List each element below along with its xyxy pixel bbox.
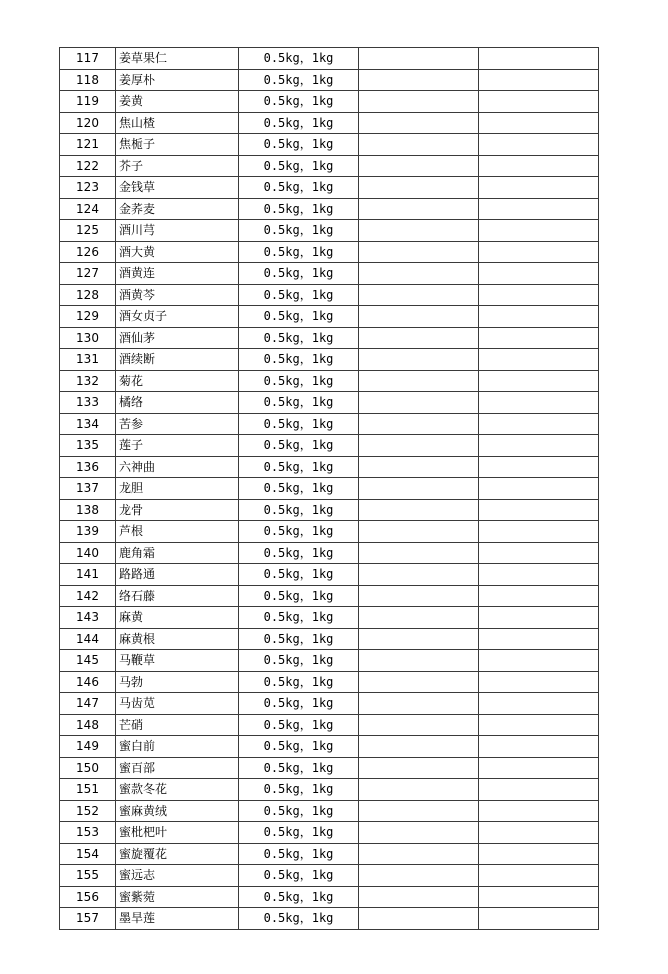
package-spec-cell: 0.5kg，1kg <box>239 607 359 629</box>
herb-name-cell: 姜厚朴 <box>116 69 239 91</box>
empty-cell <box>479 607 599 629</box>
row-number-cell: 117 <box>60 48 116 70</box>
empty-cell <box>359 69 479 91</box>
package-spec-cell: 0.5kg，1kg <box>239 521 359 543</box>
table-row <box>60 757 599 779</box>
herb-spec-table <box>59 47 599 930</box>
empty-cell <box>359 585 479 607</box>
package-spec-cell: 0.5kg，1kg <box>239 370 359 392</box>
herb-name-cell: 路路通 <box>116 564 239 586</box>
herb-name-cell: 酒大黄 <box>116 241 239 263</box>
empty-cell <box>479 822 599 844</box>
empty-cell <box>359 91 479 113</box>
row-number-cell: 128 <box>60 284 116 306</box>
empty-cell <box>479 155 599 177</box>
empty-cell <box>359 134 479 156</box>
empty-cell <box>359 241 479 263</box>
row-number-cell: 143 <box>60 607 116 629</box>
package-spec-cell: 0.5kg，1kg <box>239 435 359 457</box>
row-number-cell: 121 <box>60 134 116 156</box>
row-number-cell: 132 <box>60 370 116 392</box>
package-spec-cell: 0.5kg，1kg <box>239 306 359 328</box>
herb-name-cell: 龙胆 <box>116 478 239 500</box>
empty-cell <box>479 628 599 650</box>
package-spec-cell: 0.5kg，1kg <box>239 112 359 134</box>
empty-cell <box>359 263 479 285</box>
row-number-cell: 140 <box>60 542 116 564</box>
empty-cell <box>359 671 479 693</box>
row-number-cell: 127 <box>60 263 116 285</box>
row-number-cell: 144 <box>60 628 116 650</box>
empty-cell <box>359 542 479 564</box>
row-number-cell: 147 <box>60 693 116 715</box>
empty-cell <box>359 306 479 328</box>
herb-name-cell: 蜜百部 <box>116 757 239 779</box>
herb-name-cell: 蜜麻黄绒 <box>116 800 239 822</box>
row-number-cell: 139 <box>60 521 116 543</box>
empty-cell <box>479 241 599 263</box>
empty-cell <box>479 220 599 242</box>
package-spec-cell: 0.5kg，1kg <box>239 284 359 306</box>
empty-cell <box>359 349 479 371</box>
package-spec-cell: 0.5kg，1kg <box>239 800 359 822</box>
package-spec-cell: 0.5kg，1kg <box>239 757 359 779</box>
empty-cell <box>479 499 599 521</box>
table-row <box>60 736 599 758</box>
package-spec-cell: 0.5kg，1kg <box>239 865 359 887</box>
empty-cell <box>479 177 599 199</box>
empty-cell <box>359 908 479 930</box>
herb-name-cell: 蜜紫菀 <box>116 886 239 908</box>
empty-cell <box>479 456 599 478</box>
herb-name-cell: 络石藤 <box>116 585 239 607</box>
package-spec-cell: 0.5kg，1kg <box>239 908 359 930</box>
empty-cell <box>359 628 479 650</box>
table-row <box>60 499 599 521</box>
empty-cell <box>479 69 599 91</box>
row-number-cell: 151 <box>60 779 116 801</box>
empty-cell <box>359 886 479 908</box>
row-number-cell: 152 <box>60 800 116 822</box>
table-row <box>60 306 599 328</box>
package-spec-cell: 0.5kg，1kg <box>239 69 359 91</box>
row-number-cell: 135 <box>60 435 116 457</box>
table-row <box>60 779 599 801</box>
table-row <box>60 478 599 500</box>
empty-cell <box>359 779 479 801</box>
empty-cell <box>359 757 479 779</box>
table-row <box>60 585 599 607</box>
empty-cell <box>479 908 599 930</box>
row-number-cell: 133 <box>60 392 116 414</box>
table-row <box>60 134 599 156</box>
package-spec-cell: 0.5kg，1kg <box>239 456 359 478</box>
empty-cell <box>479 671 599 693</box>
package-spec-cell: 0.5kg，1kg <box>239 886 359 908</box>
row-number-cell: 146 <box>60 671 116 693</box>
table-row <box>60 886 599 908</box>
table-row <box>60 564 599 586</box>
table-row <box>60 392 599 414</box>
row-number-cell: 126 <box>60 241 116 263</box>
herb-name-cell: 马鞭草 <box>116 650 239 672</box>
package-spec-cell: 0.5kg，1kg <box>239 542 359 564</box>
empty-cell <box>359 800 479 822</box>
package-spec-cell: 0.5kg，1kg <box>239 843 359 865</box>
empty-cell <box>479 435 599 457</box>
empty-cell <box>479 134 599 156</box>
row-number-cell: 149 <box>60 736 116 758</box>
package-spec-cell: 0.5kg，1kg <box>239 241 359 263</box>
empty-cell <box>479 478 599 500</box>
empty-cell <box>479 843 599 865</box>
empty-cell <box>359 521 479 543</box>
empty-cell <box>479 564 599 586</box>
empty-cell <box>479 800 599 822</box>
empty-cell <box>479 392 599 414</box>
herb-name-cell: 菊花 <box>116 370 239 392</box>
empty-cell <box>479 886 599 908</box>
herb-name-cell: 蜜枇杷叶 <box>116 822 239 844</box>
table-body <box>60 48 599 930</box>
herb-name-cell: 姜草果仁 <box>116 48 239 70</box>
empty-cell <box>359 736 479 758</box>
empty-cell <box>479 284 599 306</box>
empty-cell <box>479 198 599 220</box>
row-number-cell: 138 <box>60 499 116 521</box>
table-row <box>60 650 599 672</box>
table-row <box>60 112 599 134</box>
table-row <box>60 241 599 263</box>
table-row <box>60 693 599 715</box>
row-number-cell: 119 <box>60 91 116 113</box>
empty-cell <box>359 865 479 887</box>
table-row <box>60 48 599 70</box>
herb-name-cell: 芥子 <box>116 155 239 177</box>
empty-cell <box>359 413 479 435</box>
herb-name-cell: 酒续断 <box>116 349 239 371</box>
herb-name-cell: 橘络 <box>116 392 239 414</box>
package-spec-cell: 0.5kg，1kg <box>239 263 359 285</box>
empty-cell <box>359 822 479 844</box>
empty-cell <box>359 693 479 715</box>
table-row <box>60 607 599 629</box>
row-number-cell: 118 <box>60 69 116 91</box>
package-spec-cell: 0.5kg，1kg <box>239 822 359 844</box>
herb-name-cell: 蜜白前 <box>116 736 239 758</box>
herb-name-cell: 金荞麦 <box>116 198 239 220</box>
empty-cell <box>359 48 479 70</box>
empty-cell <box>479 521 599 543</box>
herb-name-cell: 焦山楂 <box>116 112 239 134</box>
package-spec-cell: 0.5kg，1kg <box>239 736 359 758</box>
row-number-cell: 145 <box>60 650 116 672</box>
package-spec-cell: 0.5kg，1kg <box>239 585 359 607</box>
package-spec-cell: 0.5kg，1kg <box>239 134 359 156</box>
empty-cell <box>359 220 479 242</box>
table-row <box>60 435 599 457</box>
empty-cell <box>359 456 479 478</box>
empty-cell <box>359 435 479 457</box>
row-number-cell: 136 <box>60 456 116 478</box>
herb-name-cell: 莲子 <box>116 435 239 457</box>
empty-cell <box>359 198 479 220</box>
empty-cell <box>479 542 599 564</box>
empty-cell <box>479 693 599 715</box>
empty-cell <box>479 327 599 349</box>
herb-name-cell: 姜黄 <box>116 91 239 113</box>
empty-cell <box>359 392 479 414</box>
herb-name-cell: 六神曲 <box>116 456 239 478</box>
package-spec-cell: 0.5kg，1kg <box>239 392 359 414</box>
table-row <box>60 800 599 822</box>
empty-cell <box>479 650 599 672</box>
herb-name-cell: 马齿苋 <box>116 693 239 715</box>
row-number-cell: 148 <box>60 714 116 736</box>
empty-cell <box>479 865 599 887</box>
row-number-cell: 141 <box>60 564 116 586</box>
table-row <box>60 327 599 349</box>
package-spec-cell: 0.5kg，1kg <box>239 349 359 371</box>
table-row <box>60 714 599 736</box>
empty-cell <box>359 714 479 736</box>
row-number-cell: 130 <box>60 327 116 349</box>
row-number-cell: 134 <box>60 413 116 435</box>
empty-cell <box>359 284 479 306</box>
empty-cell <box>479 736 599 758</box>
table-row <box>60 521 599 543</box>
table-row <box>60 370 599 392</box>
empty-cell <box>359 155 479 177</box>
row-number-cell: 150 <box>60 757 116 779</box>
row-number-cell: 129 <box>60 306 116 328</box>
empty-cell <box>359 843 479 865</box>
table-row <box>60 843 599 865</box>
empty-cell <box>359 112 479 134</box>
empty-cell <box>479 714 599 736</box>
herb-name-cell: 苦参 <box>116 413 239 435</box>
package-spec-cell: 0.5kg，1kg <box>239 413 359 435</box>
package-spec-cell: 0.5kg，1kg <box>239 48 359 70</box>
package-spec-cell: 0.5kg，1kg <box>239 714 359 736</box>
table-row <box>60 822 599 844</box>
table-row <box>60 198 599 220</box>
empty-cell <box>479 779 599 801</box>
package-spec-cell: 0.5kg，1kg <box>239 220 359 242</box>
package-spec-cell: 0.5kg，1kg <box>239 693 359 715</box>
package-spec-cell: 0.5kg，1kg <box>239 650 359 672</box>
herb-name-cell: 酒黄芩 <box>116 284 239 306</box>
package-spec-cell: 0.5kg，1kg <box>239 478 359 500</box>
row-number-cell: 125 <box>60 220 116 242</box>
empty-cell <box>479 349 599 371</box>
empty-cell <box>359 327 479 349</box>
empty-cell <box>479 112 599 134</box>
herb-name-cell: 麻黄 <box>116 607 239 629</box>
empty-cell <box>479 306 599 328</box>
herb-name-cell: 墨旱莲 <box>116 908 239 930</box>
empty-cell <box>359 564 479 586</box>
herb-name-cell: 芒硝 <box>116 714 239 736</box>
package-spec-cell: 0.5kg，1kg <box>239 499 359 521</box>
package-spec-cell: 0.5kg，1kg <box>239 671 359 693</box>
table-row <box>60 908 599 930</box>
empty-cell <box>359 478 479 500</box>
table-row <box>60 91 599 113</box>
package-spec-cell: 0.5kg，1kg <box>239 779 359 801</box>
herb-name-cell: 鹿角霜 <box>116 542 239 564</box>
empty-cell <box>359 650 479 672</box>
row-number-cell: 122 <box>60 155 116 177</box>
package-spec-cell: 0.5kg，1kg <box>239 91 359 113</box>
herb-name-cell: 蜜款冬花 <box>116 779 239 801</box>
package-spec-cell: 0.5kg，1kg <box>239 198 359 220</box>
table-row <box>60 155 599 177</box>
herb-name-cell: 酒仙茅 <box>116 327 239 349</box>
row-number-cell: 153 <box>60 822 116 844</box>
row-number-cell: 154 <box>60 843 116 865</box>
herb-name-cell: 蜜旋覆花 <box>116 843 239 865</box>
row-number-cell: 137 <box>60 478 116 500</box>
table-row <box>60 456 599 478</box>
table-row <box>60 284 599 306</box>
package-spec-cell: 0.5kg，1kg <box>239 177 359 199</box>
herb-name-cell: 蜜远志 <box>116 865 239 887</box>
herb-name-cell: 酒黄连 <box>116 263 239 285</box>
row-number-cell: 131 <box>60 349 116 371</box>
empty-cell <box>479 585 599 607</box>
table-row <box>60 69 599 91</box>
herb-name-cell: 酒女贞子 <box>116 306 239 328</box>
herb-name-cell: 龙骨 <box>116 499 239 521</box>
table-row <box>60 542 599 564</box>
herb-name-cell: 焦栀子 <box>116 134 239 156</box>
package-spec-cell: 0.5kg，1kg <box>239 327 359 349</box>
table-row <box>60 263 599 285</box>
empty-cell <box>359 370 479 392</box>
row-number-cell: 156 <box>60 886 116 908</box>
empty-cell <box>359 499 479 521</box>
row-number-cell: 155 <box>60 865 116 887</box>
empty-cell <box>479 413 599 435</box>
herb-name-cell: 金钱草 <box>116 177 239 199</box>
table-row <box>60 177 599 199</box>
empty-cell <box>359 607 479 629</box>
empty-cell <box>479 263 599 285</box>
herb-name-cell: 麻黄根 <box>116 628 239 650</box>
package-spec-cell: 0.5kg，1kg <box>239 564 359 586</box>
row-number-cell: 120 <box>60 112 116 134</box>
herb-name-cell: 酒川芎 <box>116 220 239 242</box>
table-row <box>60 220 599 242</box>
empty-cell <box>359 177 479 199</box>
package-spec-cell: 0.5kg，1kg <box>239 628 359 650</box>
table-row <box>60 628 599 650</box>
table-row <box>60 671 599 693</box>
empty-cell <box>479 91 599 113</box>
table-row <box>60 413 599 435</box>
row-number-cell: 123 <box>60 177 116 199</box>
row-number-cell: 142 <box>60 585 116 607</box>
herb-name-cell: 马勃 <box>116 671 239 693</box>
empty-cell <box>479 370 599 392</box>
row-number-cell: 124 <box>60 198 116 220</box>
herb-name-cell: 芦根 <box>116 521 239 543</box>
empty-cell <box>479 48 599 70</box>
empty-cell <box>479 757 599 779</box>
table-row <box>60 865 599 887</box>
package-spec-cell: 0.5kg，1kg <box>239 155 359 177</box>
table-row <box>60 349 599 371</box>
row-number-cell: 157 <box>60 908 116 930</box>
